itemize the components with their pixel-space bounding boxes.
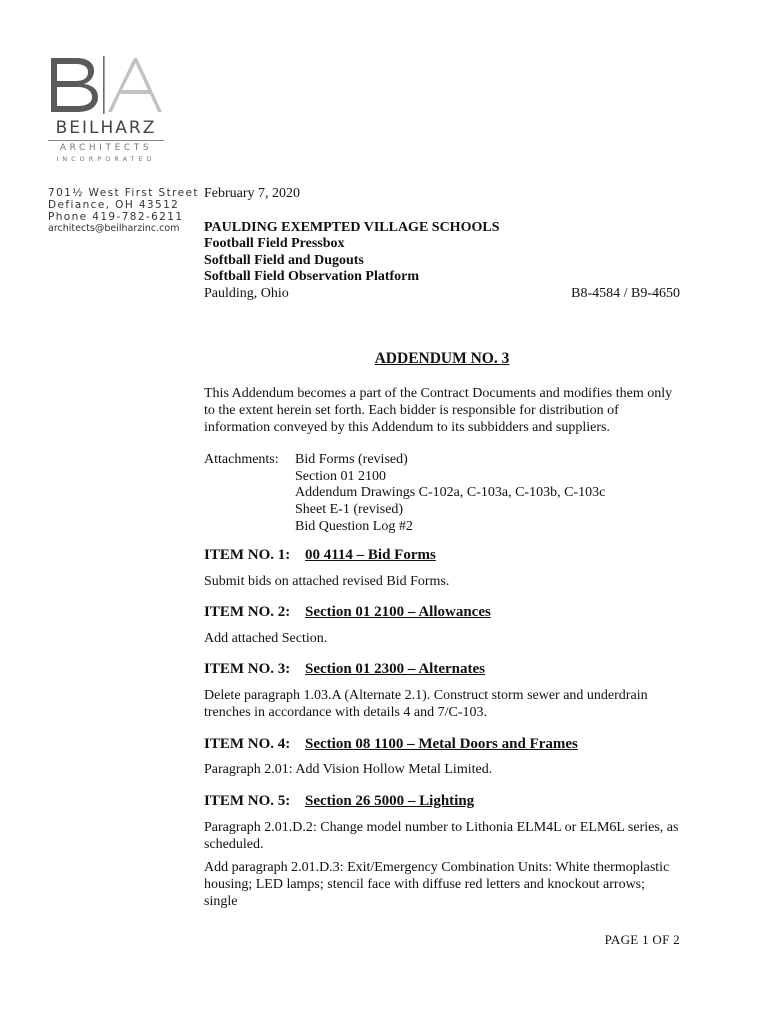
- project-location: Paulding, Ohio: [204, 286, 289, 301]
- address-city: Defiance, OH 43512: [48, 199, 180, 211]
- project-name: Softball Field and Dugouts: [204, 252, 364, 268]
- attachments-label: Attachments:: [204, 452, 279, 467]
- company-address: [48, 187, 199, 235]
- item-body: Paragraph 2.01.D.2: Change model number to Lithonia ELM4L or ELM6L series, as scheduled.: [204, 820, 679, 852]
- attachment-item: Sheet E-1 (revised): [295, 502, 404, 518]
- owner-block: [204, 219, 499, 284]
- addendum-title: ADDENDUM NO. 3: [374, 350, 510, 367]
- item-title: 00 4114 – Bid Forms: [305, 547, 436, 563]
- attachment-item: Section 01 2100: [295, 468, 386, 484]
- item-number: ITEM NO. 3:: [204, 661, 291, 677]
- item-body: Delete paragraph 1.03.A (Alternate 2.1). Construct storm sewer and underdrain trenches in accordance with details 4 and 7/C-103.: [204, 688, 648, 720]
- item-title: Section 08 1100 – Metal Doors and Frames: [305, 736, 578, 752]
- owner-name: PAULDING EXEMPTED VILLAGE SCHOOLS: [204, 220, 500, 235]
- item-heading: [204, 661, 485, 678]
- item-body: Paragraph 2.01: Add Vision Hollow Metal Limited.: [204, 762, 493, 777]
- company-logo: [48, 56, 164, 114]
- item-heading: [204, 793, 474, 810]
- logo-divider: [48, 140, 164, 141]
- item-title: Section 01 2300 – Alternates: [305, 661, 485, 677]
- item-number: ITEM NO. 2:: [204, 604, 291, 620]
- item-heading: [204, 547, 436, 564]
- page-number: PAGE 1 OF 2: [604, 932, 680, 947]
- item-number: ITEM NO. 5:: [204, 793, 291, 809]
- item-heading: [204, 736, 578, 753]
- intro-paragraph: This Addendum becomes a part of the Contract Documents and modifies them only to the extent herein set forth. Each bidder is responsible for distribution of information conveyed by this Addendum to its subbidders and suppliers.: [204, 386, 673, 435]
- item-title: Section 01 2100 – Allowances: [305, 604, 491, 620]
- project-numbers: B8-4584 / B9-4650: [571, 286, 680, 301]
- item-heading: [204, 604, 491, 621]
- attachment-item: Bid Forms (revised): [295, 452, 408, 467]
- attachment-item: Addendum Drawings C-102a, C-103a, C-103b, C-103c: [295, 485, 606, 501]
- item-body: Add attached Section.: [204, 631, 328, 646]
- item-title: Section 26 5000 – Lighting: [305, 793, 475, 809]
- address-email: architects@beilharzinc.com: [48, 223, 180, 234]
- logo-subtitle: ARCHITECTS: [59, 143, 153, 153]
- attachment-item: Bid Question Log #2: [295, 518, 413, 534]
- item-body: Submit bids on attached revised Bid Forms.: [204, 574, 450, 589]
- project-name: Softball Field Observation Platform: [204, 268, 420, 284]
- logo-company-name: BEILHARZ: [55, 118, 157, 138]
- logo-incorporated: INCORPORATED: [56, 155, 156, 163]
- item-body: Add paragraph 2.01.D.3: Exit/Emergency Combination Units: White thermoplastic housing; LED lamps; stencil face with diffuse red letters and knockout arrows; single: [204, 860, 670, 909]
- address-phone: Phone 419-782-6211: [48, 211, 184, 223]
- item-number: ITEM NO. 4:: [204, 736, 291, 752]
- item-number: ITEM NO. 1:: [204, 547, 291, 563]
- letter-date: February 7, 2020: [204, 186, 301, 201]
- address-street: 701½ West First Street: [48, 187, 199, 199]
- ba-monogram-logo: [48, 56, 164, 114]
- attachments-list: [295, 451, 605, 534]
- project-name: Football Field Pressbox: [204, 236, 345, 252]
